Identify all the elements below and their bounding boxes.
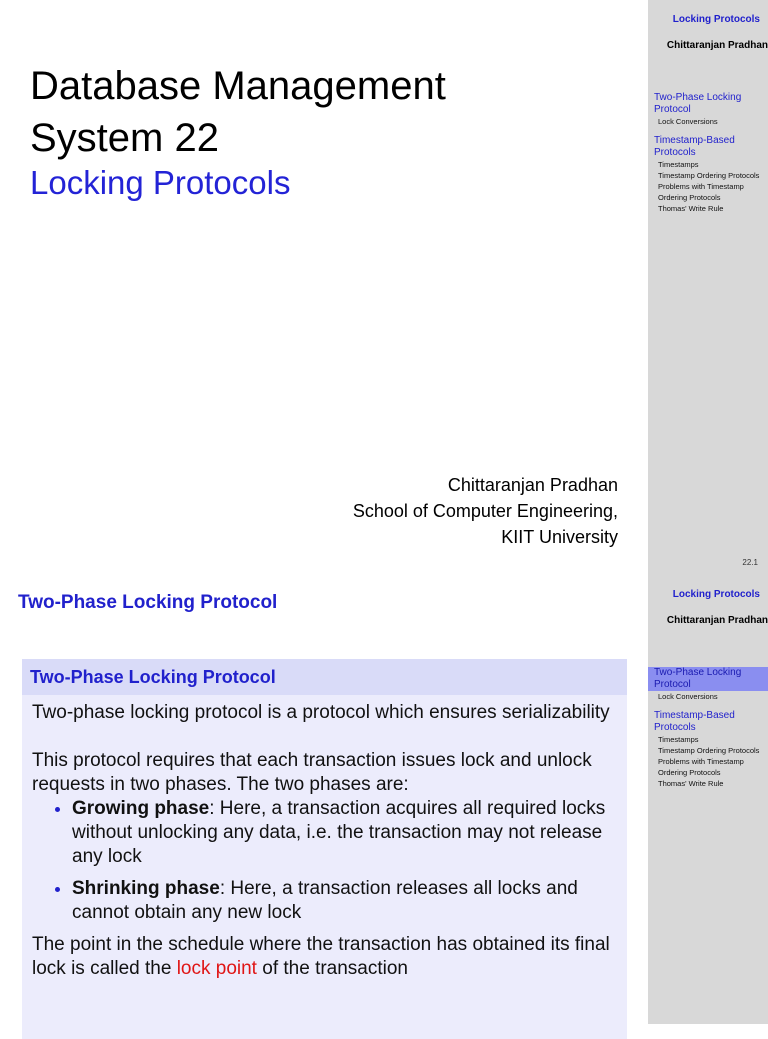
author-university: KIIT University: [501, 527, 618, 547]
block-body: [22, 695, 627, 981]
phase-list: [32, 797, 617, 925]
page-number: 22.1: [742, 558, 758, 567]
nav-timestamps[interactable]: Timestamps: [658, 160, 699, 169]
sidebar-title[interactable]: Locking Protocols: [672, 589, 760, 600]
growing-phase-text: : Here, a transaction acquires all required locks without unlocking any data, i.e. the transaction may not release any lock: [72, 798, 606, 867]
nav-timestamp-ordering[interactable]: Timestamp Ordering Protocols: [658, 171, 760, 180]
list-item-growing: [72, 797, 617, 869]
nav-lock-conversions[interactable]: Lock Conversions: [658, 117, 718, 126]
block-title: Two-Phase Locking Protocol: [22, 659, 627, 695]
nav-timestamp-ordering[interactable]: Timestamp Ordering Protocols: [658, 746, 760, 755]
sidebar: [648, 0, 768, 575]
nav-timestamps[interactable]: Timestamps: [658, 735, 699, 744]
nav-two-phase-locking[interactable]: Two-Phase Locking Protocol: [648, 667, 768, 691]
slide-title: [30, 60, 446, 164]
nav-thomas-write-rule[interactable]: Thomas' Write Rule: [658, 204, 724, 213]
sidebar-nav: [654, 92, 768, 214]
sidebar-author: Chittaranjan Pradhan: [666, 40, 768, 51]
author-name: Chittaranjan Pradhan: [447, 475, 618, 495]
sidebar-title[interactable]: Locking Protocols: [672, 14, 760, 25]
paragraph-2: This protocol requires that each transaction issues lock and unlock requests in two phases. The two phases are:: [32, 750, 592, 795]
nav-two-phase-locking[interactable]: Two-Phase Locking Protocol: [654, 92, 742, 115]
title-line-1: Database Management: [30, 64, 446, 108]
nav-problems-timestamp[interactable]: Problems with Timestamp Ordering Protocols: [658, 182, 744, 202]
lock-point-term: lock point: [176, 958, 257, 979]
lock-point-text-a: The point in the schedule where the transaction has obtained its final lock is called the: [32, 934, 610, 979]
term-growing-phase: Growing phase: [72, 798, 210, 819]
sidebar-author: Chittaranjan Pradhan: [666, 615, 768, 626]
term-shrinking-phase: Shrinking phase: [72, 878, 220, 899]
content-slide: [0, 575, 768, 1024]
nav-problems-timestamp[interactable]: Problems with Timestamp Ordering Protocols: [658, 757, 744, 777]
slide-subtitle: Locking Protocols: [30, 164, 291, 201]
lock-point-text-b: of the transaction: [256, 958, 409, 979]
title-line-2: System 22: [30, 116, 219, 160]
nav-timestamp-based[interactable]: Timestamp-Based Protocols: [654, 135, 735, 158]
sidebar-nav: [654, 667, 768, 789]
nav-timestamp-based[interactable]: Timestamp-Based Protocols: [654, 710, 735, 733]
nav-thomas-write-rule[interactable]: Thomas' Write Rule: [658, 779, 724, 788]
list-item-shrinking: [72, 877, 617, 925]
author-school: School of Computer Engineering,: [352, 501, 618, 521]
sidebar: [648, 575, 768, 1024]
nav-lock-conversions[interactable]: Lock Conversions: [658, 692, 718, 701]
shrinking-phase-text: : Here, a transaction releases all locks and cannot obtain any new lock: [72, 878, 578, 923]
frame-title: Two-Phase Locking Protocol: [18, 592, 278, 613]
paragraph-3: [32, 933, 617, 981]
author-block: [353, 472, 618, 550]
content-block: [22, 659, 627, 1039]
paragraph-1: Two-phase locking protocol is a protocol which ensures serializability: [32, 702, 610, 723]
